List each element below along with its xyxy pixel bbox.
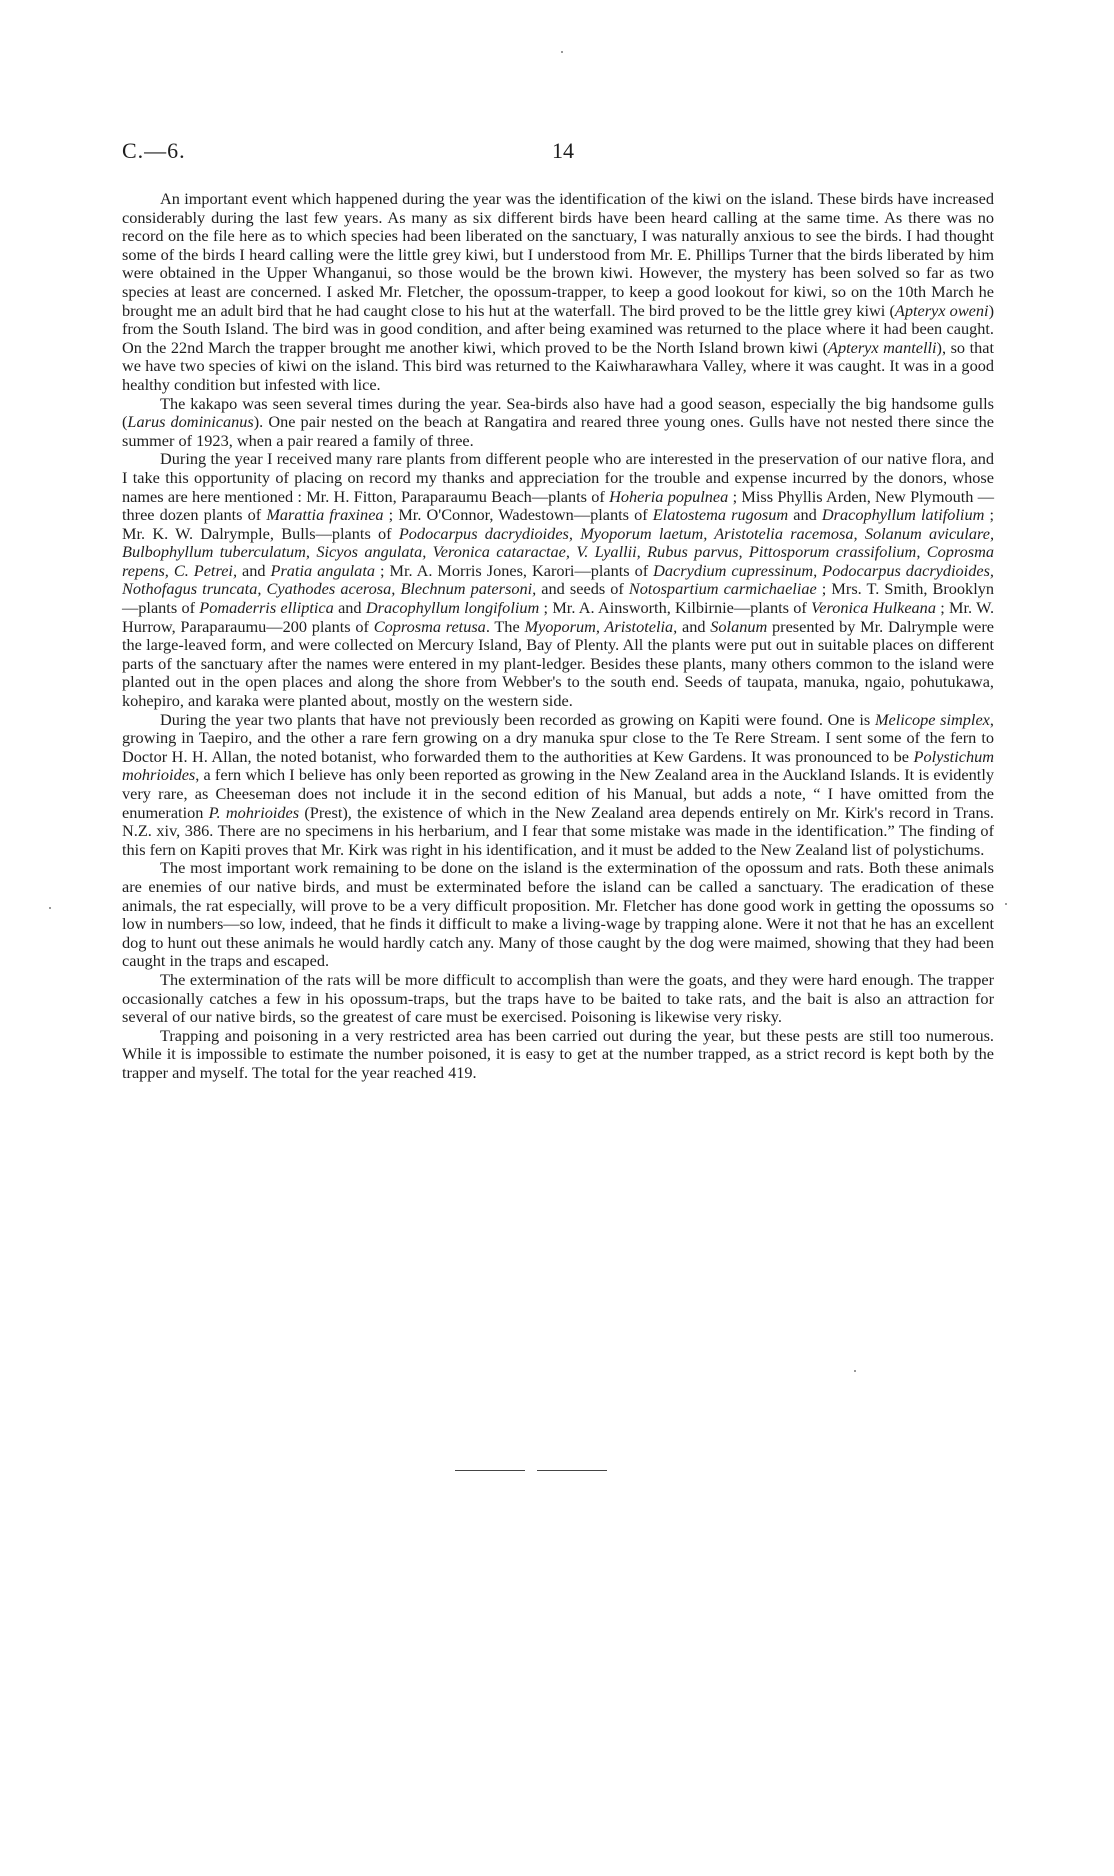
closing-rule <box>455 1470 655 1474</box>
text-run: ). One pair nested on the beach at Rangatira and reared three young ones. Gulls have not nested there since the summer of 1923, when a pair reared a family of three. <box>122 412 994 450</box>
text-run: and seeds of <box>536 579 629 599</box>
species-name: Marattia fraxinea <box>266 505 384 525</box>
text-run: ; Mr. O'Connor, Wadestown—plants of <box>383 505 653 525</box>
text-run: ; Mr. A. Ainsworth, Kilbirnie—plants of <box>539 598 812 618</box>
species-name: Larus dominicanus <box>127 412 254 432</box>
text-run: ; Miss Phyllis Arden, New Plymouth —three dozen plants of <box>122 486 994 525</box>
print-speck <box>561 51 563 53</box>
text-run: and <box>237 560 271 580</box>
paragraph <box>122 395 994 451</box>
paragraph <box>122 971 994 1027</box>
species-name: Elatostema rugosum <box>652 505 789 525</box>
paragraph <box>122 859 994 971</box>
species-name: Myoporum, Aristotelia, <box>524 616 678 636</box>
species-name: Apteryx mantelli <box>828 337 937 357</box>
paragraph <box>122 450 994 710</box>
print-speck <box>1005 903 1007 905</box>
document-reference: C.—6. <box>122 138 186 163</box>
text-run: , a fern which I believe has only been reported as growing in the New Zealand area in the Auckland Islands. It is evidently very rare, as Cheeseman does not include it in the second edition of his Manual, but adds a note, “ I have omitted from the enumeration <box>122 765 994 822</box>
species-name: P. mohrioides <box>208 802 300 822</box>
text-run: An important event which happened during the year was the identification of the kiwi on the island. These birds have increased considerably during the last few years. As many as six different birds have been heard calling at the same time. As there was no record on the file here as to which species had been liberated on the sanctuary, I was naturally anxious to see the birds. I had thought some of the birds I heard calling were the little grey kiwi, but I understood from Mr. E. Phillips Turner that the birds liberated by him were obtained in the Upper Whanganui, so those would be the brown kiwi. However, the mystery has been solved so far as two species at least are concerned. I asked Mr. Fletcher, the opossum-trapper, to keep a good lookout for kiwi, so on the 10th March he brought me an adult bird that he had caught close to his hut at the waterfall. The bird proved to be the little grey kiwi ( <box>122 189 994 320</box>
species-name: Dacrydium cupressinum, Podocarpus dacrydioides, Nothofagus truncata, Cyathodes acerosa, Blechnum patersoni, <box>122 560 994 599</box>
text-run: The kakapo was seen several times during the year. Sea-birds also have had a good season, especially the big handsome gulls ( <box>122 393 994 432</box>
species-name: Pratia angulata <box>270 560 375 580</box>
rule-segment <box>455 1470 525 1471</box>
rule-segment <box>537 1470 607 1471</box>
species-name: Solanum <box>710 616 768 636</box>
text-run: During the year I received many rare plants from different people who are interested in the preservation of our native flora, and I take this opportunity of placing on record my thanks and appreciation for the trouble and expense incurred by the donors, whose names are here mentioned : Mr. H. Fitton, Paraparaumu Beach—plants of <box>122 449 994 506</box>
text-run: and <box>677 616 711 636</box>
species-name: Hoheria populnea <box>609 486 729 506</box>
text-run: The extermination of the rats will be more difficult to accomplish than were the goats, and they were hard enough. The trapper occasionally catches a few in his opossum-traps, but the traps have to be baited to take rats, and the bait is also an attraction for several of our native birds, so the greatest of care must be exercised. Poisoning is likewise very risky. <box>122 969 994 1027</box>
species-name: Notospartium carmichaeliae <box>628 579 817 599</box>
page-header <box>122 138 992 168</box>
text-run: , growing in Taepiro, and the other a rare fern growing on a dry manuka spur close to the Te Rere Stream. I sent some of the fern to Doctor H. H. Allan, the noted botanist, who forwarded them to the authorities at Kew Gardens. It was pronounced to be <box>122 709 994 766</box>
species-name: Podocarpus dacrydioides, Myoporum laetum, Aristotelia racemosa, Solanum aviculare, Bulbophyllum tuberculatum, Sicyos angulata, Veronica cataractae, V. Lyallii, Rubus parvus, Pittosporum crassifolium, Coprosma repens, C. Petrei, <box>122 523 995 580</box>
text-run: presented by Mr. Dalrymple were the large-leaved form, and were collected on Mercury Island, Bay of Plenty. All the plants were put out in suitable places on different parts of the sanctuary after the names were entered in my plant-ledger. Besides these plants, many others common to the island were planted out in the open places and along the shore from Webber's to the south end. Seeds of taupata, manuka, ngaio, pohutukawa, kohepiro, and karaka were planted about, mostly on the western side. <box>122 616 995 711</box>
text-run: ; Mrs. T. Smith, Brooklyn—plants of <box>122 579 994 618</box>
text-run: and <box>788 505 822 525</box>
text-run: ; Mr. W. Hurrow, Paraparaumu—200 plants of <box>122 598 995 636</box>
text-run: ; Mr. K. W. Dalrymple, Bulls—plants of <box>122 505 994 543</box>
text-run: During the year two plants that have not previously been recorded as growing on Kapiti were found. One is <box>160 709 875 729</box>
text-run: ) from the South Island. The bird was in good condition, and after being examined was returned to the place where it had been caught. On the 22nd March the trapper brought me another kiwi, which proved to be the North Island brown kiwi ( <box>122 300 994 357</box>
text-run: Trapping and poisoning in a very restricted area has been carried out during the year, but these pests are still too numerous. While it is impossible to estimate the number poisoned, it is easy to get at the number trapped, as a strict record is kept both by the trapper and myself. The total for the year reached 419. <box>122 1025 994 1082</box>
page-number: 14 <box>552 138 574 163</box>
text-run: and <box>333 598 366 618</box>
paragraph <box>122 190 994 395</box>
species-name: Dracophyllum longifolium <box>365 598 540 618</box>
text-run: The most important work remaining to be done on the island is the extermination of the opossum and rats. Both these animals are enemies of our native birds, and must be exterminated before the island can be called a sanctuary. The eradication of these animals, the rat especially, will prove to be a very difficult proposition. Mr. Fletcher has done good work in getting the opossums so low in numbers—so low, indeed, that he finds it difficult to make a living-wage by trapping alone. Were it not that he has an excellent dog to hunt out these animals he would hardly catch any. Many of those caught by the dog were maimed, showing that they had been caught in the traps and escaped. <box>122 858 994 971</box>
paragraph <box>122 711 994 860</box>
species-name: Melicope simplex <box>874 709 990 729</box>
species-name: Apteryx oweni <box>894 300 989 320</box>
print-speck <box>49 907 51 909</box>
species-name: Polystichum mohrioides <box>122 746 994 785</box>
text-run: ), so that we have two species of kiwi on the island. This bird was returned to the Kaiwharawhara Valley, where it was caught. It was in a good healthy condition but infested with lice. <box>122 337 994 394</box>
print-speck <box>854 1370 856 1372</box>
text-run: (Prest), the existence of which in the New Zealand area depends entirely on Mr. Kirk's record in Trans. N.Z. xiv, 386. There are no specimens in his herbarium, and I fear that some mistake was made in the identification.” The finding of this fern on Kapiti proves that Mr. Kirk was right in his identification, and it must be added to the New Zealand list of polystichums. <box>122 802 994 859</box>
body-text <box>122 190 994 1083</box>
species-name: Veronica Hulkeana <box>811 598 936 618</box>
species-name: Coprosma retusa <box>373 616 486 636</box>
paragraph <box>122 1027 994 1083</box>
species-name: Dracophyllum latifolium <box>821 505 985 525</box>
text-run: . The <box>485 616 525 636</box>
species-name: Pomaderris elliptica <box>199 598 334 618</box>
text-run: ; Mr. A. Morris Jones, Karori—plants of <box>374 560 654 580</box>
